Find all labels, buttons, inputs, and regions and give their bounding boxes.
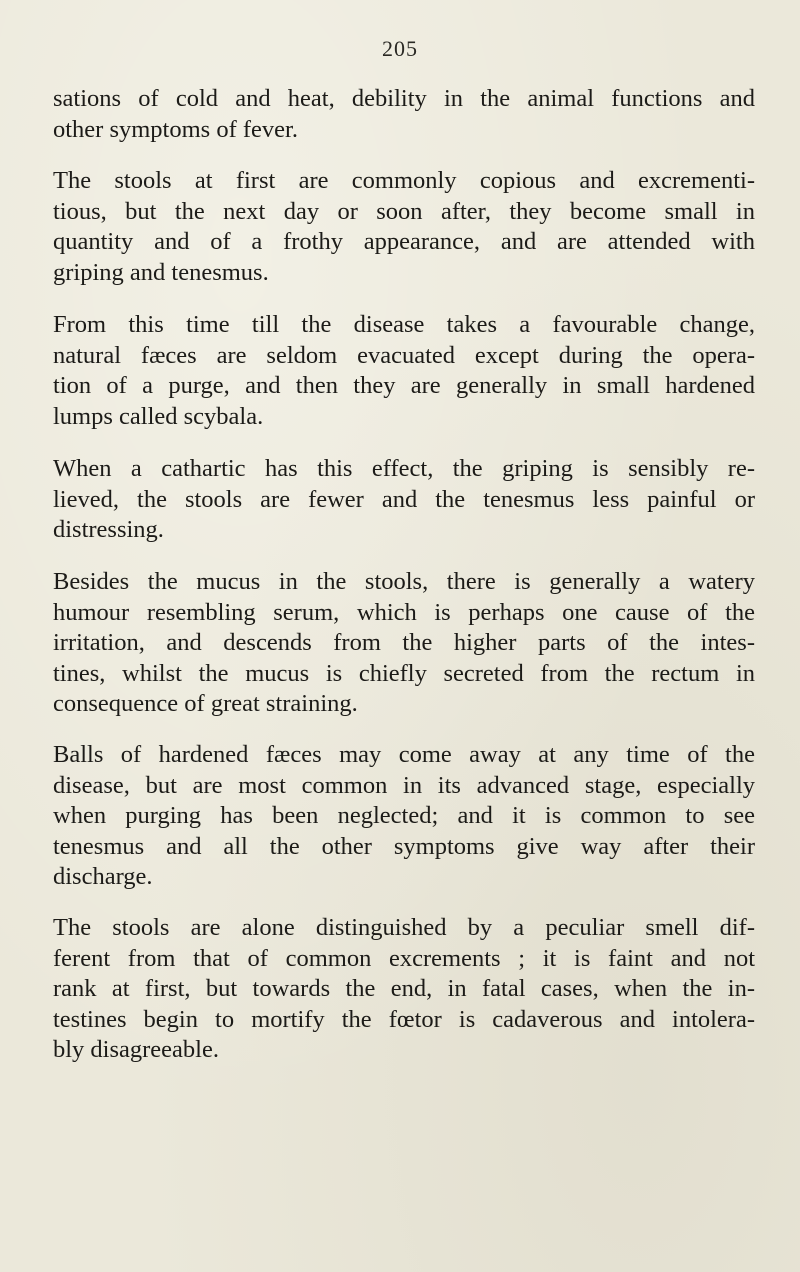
text-line: humour resembling serum, which is perhaps one cause of the bbox=[53, 598, 755, 626]
text-line: Balls of hardened fæces may come away at any time of the bbox=[53, 741, 755, 768]
text-line: natural fæces are seldom evacuated except during the opera- bbox=[53, 341, 755, 369]
text-line: The stools at first are commonly copious and excrementi- bbox=[53, 167, 755, 194]
text-line: discharge. bbox=[53, 863, 153, 890]
paragraph bbox=[53, 84, 755, 145]
paragraph bbox=[53, 166, 755, 288]
body-text bbox=[53, 454, 755, 575]
text-line: consequence of great straining. bbox=[53, 690, 358, 717]
text-line: irritation, and descends from the higher parts of the intes- bbox=[53, 629, 755, 656]
body-text bbox=[53, 84, 755, 174]
body-text bbox=[53, 166, 755, 317]
text-line: bly disagreeable. bbox=[53, 1036, 219, 1063]
page-number: 205 bbox=[382, 36, 418, 61]
text-line: When a cathartic has this effect, the griping is sensibly re- bbox=[53, 455, 755, 482]
text-line: rank at first, but towards the end, in fatal cases, when the in- bbox=[53, 975, 755, 1002]
text-line: sations of cold and heat, debility in the animal functions and bbox=[53, 85, 755, 112]
paragraph bbox=[53, 740, 755, 893]
text-line: griping and tenesmus. bbox=[53, 258, 269, 286]
body-text bbox=[53, 567, 755, 749]
paragraph bbox=[53, 913, 755, 1066]
text-line: disease, but are most common in its advanced stage, especially bbox=[53, 771, 755, 799]
paragraph bbox=[53, 454, 755, 546]
text-line: other symptoms of fever. bbox=[53, 115, 298, 143]
text-line: Besides the mucus in the stools, there is generally a watery bbox=[53, 568, 755, 595]
text-line: distressing. bbox=[53, 516, 164, 543]
text-line: tenesmus and all the other symptoms give way after their bbox=[53, 832, 755, 860]
text-line: when purging has been neglected; and it is common to see bbox=[53, 802, 755, 829]
paragraph bbox=[53, 310, 755, 432]
text-line: lieved, the stools are fewer and the tenesmus less painful or bbox=[53, 485, 755, 513]
text-line: tion of a purge, and then they are generally in small hardened bbox=[53, 372, 755, 399]
text-line: From this time till the disease takes a favourable change, bbox=[53, 311, 755, 338]
text-line: lumps called scybala. bbox=[53, 402, 264, 430]
text-line: testines begin to mortify the fœtor is cadaverous and intolera- bbox=[53, 1005, 755, 1033]
text-line: ferent from that of common excrements ; it is faint and not bbox=[53, 944, 755, 972]
paragraph bbox=[53, 567, 755, 720]
text-line: tines, whilst the mucus is chiefly secreted from the rectum in bbox=[53, 659, 755, 687]
body-text bbox=[53, 740, 755, 922]
text-line: The stools are alone distinguished by a peculiar smell dif- bbox=[53, 914, 755, 941]
body-text bbox=[53, 913, 755, 1095]
text-line: tious, but the next day or soon after, they become small in bbox=[53, 197, 755, 225]
body-text bbox=[53, 310, 755, 461]
text-line: quantity and of a frothy appearance, and are attended with bbox=[53, 228, 755, 255]
